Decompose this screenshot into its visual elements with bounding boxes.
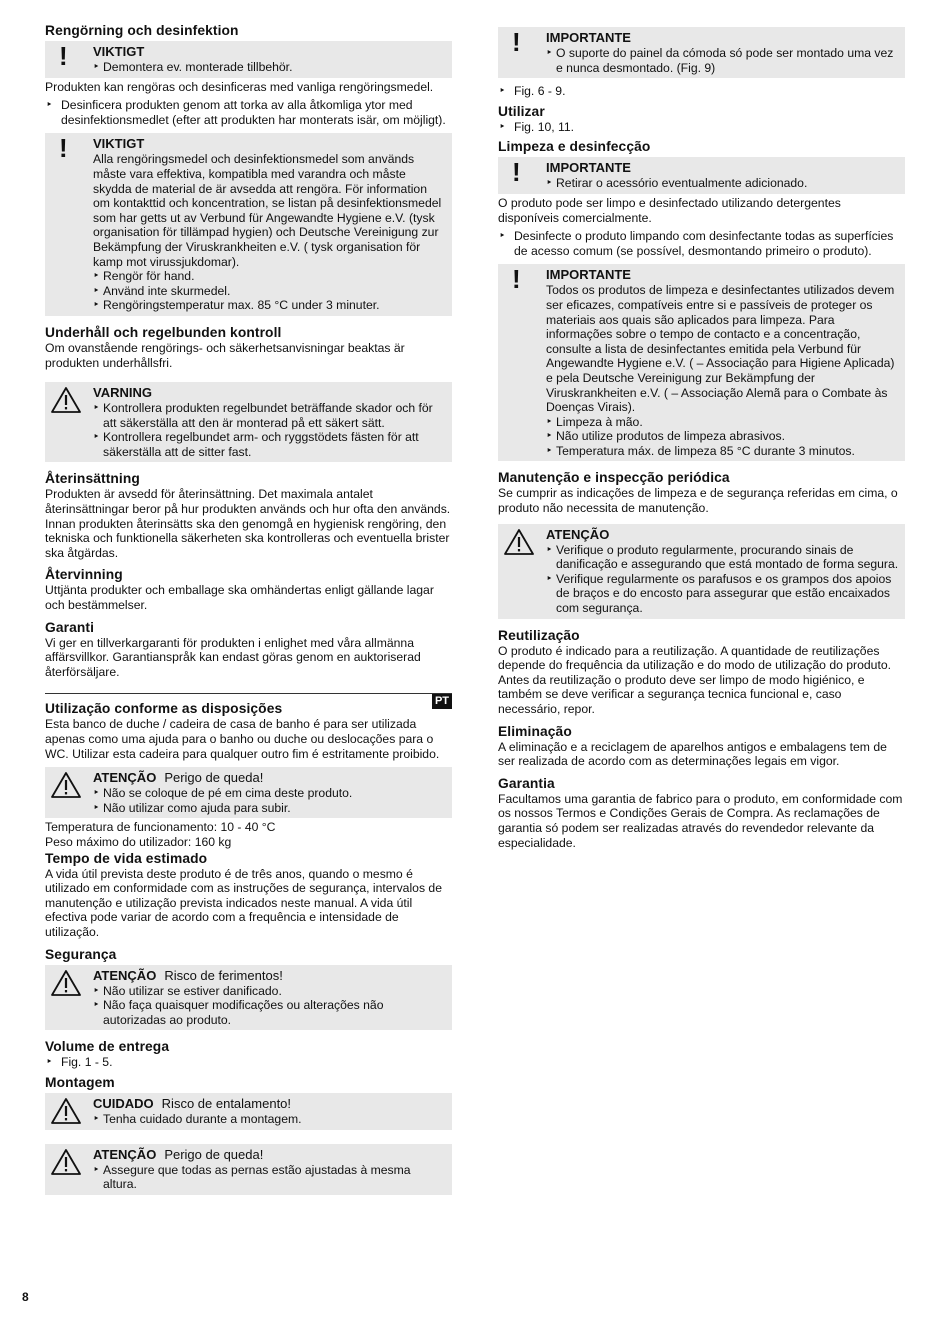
notice-item: ‣ Não utilizar como ajuda para subir. xyxy=(93,801,446,816)
exclamation-icon: ! xyxy=(512,264,521,295)
paragraph: Om ovanstående rengörings- och säkerhetsanvisningar beaktas är produkten underhållsfri. xyxy=(45,340,405,370)
exclamation-icon: ! xyxy=(512,157,521,188)
notice-title: ATENÇÃO xyxy=(93,770,157,786)
notice-title: VIKTIGT xyxy=(93,44,145,59)
notice-item: ‣ Não utilizar se estiver danificado. xyxy=(93,984,446,999)
notice-title: VIKTIGT xyxy=(93,136,145,152)
notice-box xyxy=(45,41,452,78)
paragraph: O produto pode ser limpo e desinfectado utilizando detergentes disponíveis comercialmente. xyxy=(498,195,841,225)
notice-title: IMPORTANTE xyxy=(546,160,631,176)
notice-title: IMPORTANTE xyxy=(546,267,631,283)
warning-triangle-icon xyxy=(504,528,534,556)
notice-item: ‣ Rengöringstemperatur max. 85 °C under 3 minuter. xyxy=(93,298,446,313)
section-heading: Manutenção e inspecção periódica xyxy=(498,470,730,486)
spec-line: Peso máximo do utilizador: 160 kg xyxy=(45,834,232,849)
notice-title: ATENÇÃO xyxy=(93,1146,157,1162)
notice-title: VARNING xyxy=(93,385,152,401)
paragraph: A vida útil prevista deste produto é de três anos, quando o mesmo é utilizado em conformidade com as instruções de segurança, intervalos de manutenção e utilização prevista indicados neste manual. A vida útil efectiva pode variar de acordo com a frequência e intensidade de utilização. xyxy=(45,866,442,939)
notice-box xyxy=(45,1144,452,1195)
notice-box xyxy=(45,133,452,316)
paragraph: Esta banco de duche / cadeira de casa de banho é para ser utilizada apenas como uma ajuda para o banho ou duche ou deslocações para o WC. Utilizar esta cadeira para qualquer outro fim é estritamente proibido. xyxy=(45,717,440,761)
paragraph: Vi ger en tillverkargaranti för produkten i enlighet med våra allmänna affärsvillkor. Garantianspråk kan endast göras genom en auktoriserad återförsäljare. xyxy=(45,635,421,679)
notice-subtitle: Risco de ferimentos! xyxy=(164,967,283,983)
section-heading: Återvinning xyxy=(45,567,123,583)
notice-title: ATENÇÃO xyxy=(93,967,157,983)
warning-triangle-icon xyxy=(51,771,81,799)
notice-item: ‣ Não se coloque de pé em cima deste produto. xyxy=(93,786,446,801)
bullet-item: ‣ Fig. 1 - 5. xyxy=(45,1055,452,1070)
right-column xyxy=(498,22,905,850)
section-heading: Garantia xyxy=(498,775,555,791)
notice-box xyxy=(498,524,905,619)
section-heading: Volume de entrega xyxy=(45,1039,170,1055)
paragraph: Uttjänta produkter och emballage ska omhändertas enligt gällande lagar och bestämmelser. xyxy=(45,583,434,613)
section-heading: Underhåll och regelbunden kontroll xyxy=(45,324,282,340)
exclamation-icon: ! xyxy=(512,27,521,57)
bullet-item: ‣ Fig. 10, 11. xyxy=(498,120,905,135)
notice-box xyxy=(45,382,452,462)
section-heading: Utilizar xyxy=(498,103,545,119)
notice-text: Todos os produtos de limpeza e desinfectantes utilizados devem ser eficazes, compatíveis entre si e passíveis de proteger os materiais aos quais são aplicados para limpeza. Para informações sobre o tempo de contacto e a concentração, consulte a lista de desinfectantes emitida pela Verbund für Angewandte Hygiene e.V. ( – Associação para Higiene Aplicada) e pela Deutsche Vereinigung zur Bekämpfung der Viruskrankheiten e.V. ( – Associação Alemã para o Combate às Doenças Virais). xyxy=(546,283,895,415)
notice-title: ATENÇÃO xyxy=(546,526,610,542)
notice-box xyxy=(498,27,905,78)
spec-line: Temperatura de funcionamento: 10 - 40 °C xyxy=(45,820,276,835)
exclamation-icon: ! xyxy=(59,41,68,71)
notice-item: ‣ Demontera ev. monterade tillbehör. xyxy=(93,60,446,75)
paragraph: Facultamos uma garantia de fabrico para o produto, em conformidade com os nossos Termos e Condições Gerais de Compra. As reclamações de garantia só podem ser realizadas através do revendedor relevante da especialidade. xyxy=(498,791,903,850)
section-heading: Utilização conforme as disposições xyxy=(45,701,283,717)
notice-item: ‣ Använd inte skurmedel. xyxy=(93,284,446,299)
language-badge: PT xyxy=(432,694,452,709)
notice-item: ‣ Kontrollera produkten regelbundet beträffande skador och för att säkerställa att den är monterad på ett säkert sätt. xyxy=(93,401,446,430)
notice-subtitle: Risco de entalamento! xyxy=(161,1095,292,1111)
warning-triangle-icon xyxy=(51,386,81,414)
notice-text: Alla rengöringsmedel och desinfektionsmedel som används måste vara effektiva, kompatibla med varandra och måste skydda de material de är avsedda att rengöra. För information om kontakttid och koncentration, se listan på desinfektionsmedel som har getts ut av Verbund für Angewandte Hygiene e.V. (tysk organisation för tillämpad hygien) och Deutsche Vereinigung zur Bekämpfung der Viruskrankheiten e.V. ( tysk organisation för kamp mot virussjukdomar). xyxy=(93,152,442,269)
warning-triangle-icon xyxy=(51,1148,81,1176)
notice-item: ‣ Retirar o acessório eventualmente adicionado. xyxy=(546,176,899,191)
section-heading: Tempo de vida estimado xyxy=(45,850,208,866)
paragraph: Se cumprir as indicações de limpeza e de segurança referidas em cima, o produto não necessita de manutenção. xyxy=(498,486,898,516)
notice-box xyxy=(45,767,452,818)
exclamation-icon: ! xyxy=(59,133,68,164)
bullet-item: ‣ Fig. 6 - 9. xyxy=(498,84,905,99)
notice-box xyxy=(45,1093,452,1130)
warning-triangle-icon xyxy=(51,1097,81,1125)
notice-subtitle: Perigo de queda! xyxy=(164,1146,264,1162)
paragraph: Produkten är avsedd för återinsättning. Det maximala antalet återinsättningar beror på hur produkten används och hur ofta den används. Innan produkten återinsätts ska den genomgå en hygienisk rengöring, den tekniska och funktionella säkerheten ska kontrolleras och eventuella brister ska åtgärdas. xyxy=(45,487,451,560)
paragraph: Produkten kan rengöras och desinficeras med vanliga rengöringsmedel. xyxy=(45,79,434,94)
notice-title: CUIDADO xyxy=(93,1095,154,1111)
notice-title: IMPORTANTE xyxy=(546,30,631,45)
section-heading: Eliminação xyxy=(498,723,572,739)
language-divider xyxy=(45,693,452,708)
section-heading: Montagem xyxy=(45,1074,115,1090)
notice-box xyxy=(45,965,452,1031)
notice-item: ‣ Não utilize produtos de limpeza abrasivos. xyxy=(546,429,899,444)
notice-item: ‣ Verifique o produto regularmente, procurando sinais de danificação e assegurando que está montado de forma segura. xyxy=(546,543,899,572)
section-heading: Limpeza e desinfecção xyxy=(498,139,651,155)
section-heading: Garanti xyxy=(45,619,95,635)
bullet-item: ‣ Desinfecte o produto limpando com desinfectante todas as superfícies de acesso comum (se possível, desmontando primeiro o produto). xyxy=(498,229,905,258)
left-column xyxy=(45,22,452,1197)
page-number: 8 xyxy=(22,1290,29,1304)
notice-box xyxy=(498,157,905,194)
paragraph: O produto é indicado para a reutilização. A quantidade de reutilizações depende do frequência da utilização e do modo de utilização do produto. Antes da reutilização o produto deve ser limpo de modo higiénico, e também se deve verificar a segurança tecnica funcional e, caso necessário, repor. xyxy=(498,643,891,716)
notice-subtitle: Perigo de queda! xyxy=(164,770,264,786)
notice-item: ‣ Kontrollera regelbundet arm- och ryggstödets fästen för att säkerställa att de sitter fast. xyxy=(93,430,446,459)
section-heading: Återinsättning xyxy=(45,471,140,487)
bullet-item: ‣ Desinficera produkten genom att torka av alla åtkomliga ytor med desinfektionsmedlet (efter att produkten har monterats isär, om möjligt). xyxy=(45,98,452,127)
warning-triangle-icon xyxy=(51,969,81,997)
section-heading: Segurança xyxy=(45,946,117,962)
notice-box xyxy=(498,264,905,461)
section-heading: Rengörning och desinfektion xyxy=(45,23,239,38)
notice-item: ‣ Temperatura máx. de limpeza 85 °C durante 3 minutos. xyxy=(546,444,899,459)
notice-item: ‣ Tenha cuidado durante a montagem. xyxy=(93,1112,446,1127)
notice-item: ‣ Rengör för hand. xyxy=(93,269,446,284)
notice-item: ‣ Verifique regularmente os parafusos e os grampos dos apoios de braços e do encosto para assegurar que estão encaixados com segurança. xyxy=(546,572,899,616)
notice-item: ‣ O suporte do painel da cómoda só pode ser montado uma vez e nunca desmontado. (Fig. 9) xyxy=(546,46,899,75)
notice-item: ‣ Não faça quaisquer modificações ou alterações não autorizadas ao produto. xyxy=(93,998,446,1027)
notice-item: ‣ Assegure que todas as pernas estão ajustadas à mesma altura. xyxy=(93,1163,446,1192)
paragraph: A eliminação e a reciclagem de aparelhos antigos e embalagens tem de ser realizada de acordo com as determinações legais em vigor. xyxy=(498,739,887,769)
section-heading: Reutilização xyxy=(498,627,580,643)
notice-item: ‣ Limpeza à mão. xyxy=(546,415,899,430)
